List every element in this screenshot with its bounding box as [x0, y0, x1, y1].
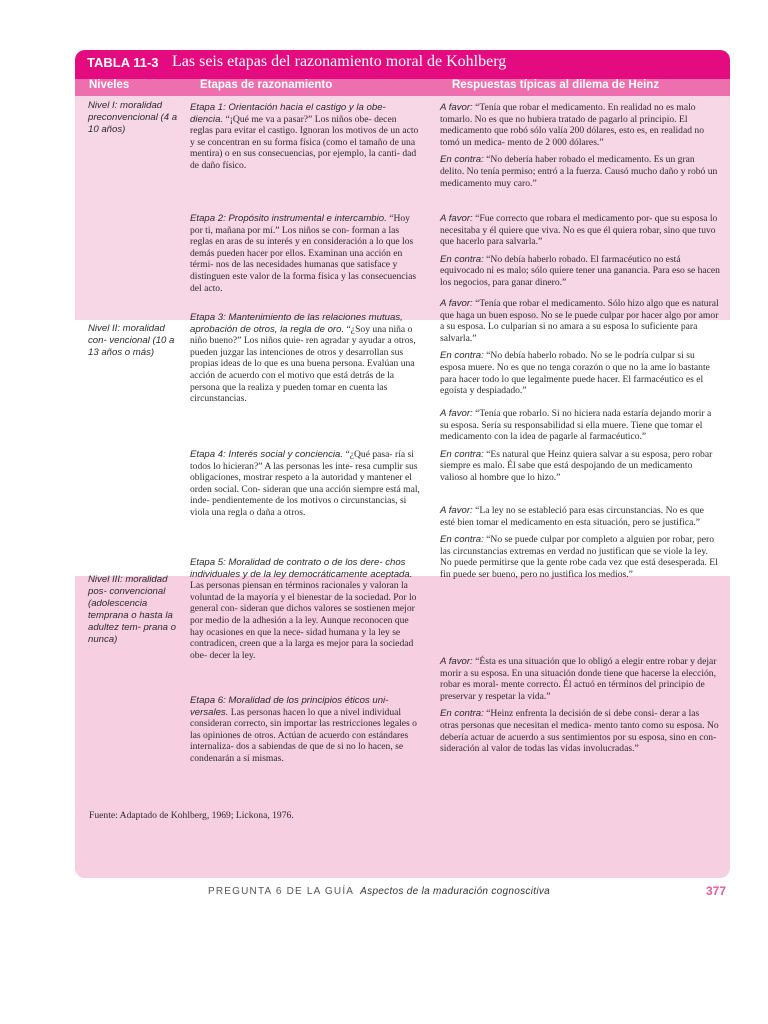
- stage-6-text: Las personas hacen lo que a nivel individual consideran correcto, sin importar las restricciones legales o las opiniones de otros. Actúan de acuerdo con estándares internaliza- dos a sabiendas de que de si no lo hacen, se condenarán a sí mismas.: [190, 706, 417, 764]
- response-5-contra: “No se puede culpar por completo a alguien por robar, pero las circunstancias extremas en verdad no justifican que se viole la ley. No puede permitirse que la gente robe cada vez que está desesperada. El fin puede ser bueno, pero no justifica los medios.”: [440, 534, 718, 580]
- response-1-favor-label: A favor:: [440, 102, 473, 113]
- response-6-contra-label: En contra:: [440, 708, 484, 720]
- response-1-contra: “No debería haber robado el medicamento. Es un gran delito. No tenía permiso; entró a la fuerza. Causó mucho daño y robó un medicamento muy caro.”: [440, 154, 718, 189]
- stage-1-text: “¡Qué me va a pasar?” Los niños obe- decen reglas para evitar el castigo. Ignoran los motivos de un acto y se concentran en su forma física (como el tamaño de una mentira) o en sus consecuencias, por ejemplo, la canti- dad de daño físico.: [190, 113, 419, 171]
- footer-topic: Aspectos de la maduración cognoscitiva: [360, 886, 551, 897]
- stage-6-title: Etapa 6: Moralidad de los principios éticos uni- versales.: [190, 695, 389, 718]
- response-4-contra: “Es natural que Heinz quiera salvar a su esposa, pero robar siempre es malo. Él sabe que está despojando de un medicamento valioso al hombre que lo hizo.”: [440, 448, 713, 483]
- response-2-contra: “No debía haberlo robado. El farmacéutico no está equivocado ni es malo; sólo quiere tener una ganancia. Para eso se hacen los negocios, para ganar dinero.”: [440, 253, 720, 288]
- table-title-bar: [75, 50, 730, 79]
- stage-5: [190, 557, 420, 661]
- header-responses: Respuestas típicas al dilema de Heinz: [452, 79, 660, 91]
- stage-3-title: Etapa 3: Mantenimiento de las relaciones mutuas, aprobación de otros, la regla de oro.: [190, 312, 403, 335]
- response-6-favor-label: A favor:: [440, 656, 473, 667]
- stage-1-title: Etapa 1: Orientación hacia el castigo y la obe- diencia.: [190, 102, 386, 125]
- response-2: [440, 213, 720, 289]
- response-1: [440, 102, 720, 189]
- response-2-favor: “Fue correcto que robara el medicamento por- que su esposa lo necesitaba y él quiere que viva. No es que él quiera robar, sino que tuvo que hacerlo para salvarla.”: [440, 213, 718, 248]
- response-3-contra: “No debía haberlo robado. No se le podría culpar si su esposa muere. No es que no tenga corazón o que no la ame lo bastante para hacer todo lo que legalmente puede hacer. El farmacéutico es el egoísta y despiadado.”: [440, 350, 710, 397]
- response-4-favor: “Tenía que robarlo. Si no hiciera nada estaría dejando morir a su esposa. Sería su responsabilidad si ella muere. Tiene que tomar el medicamento con la idea de pagarle al farmacéutico.”: [440, 408, 712, 443]
- page-footer: [208, 886, 550, 897]
- stage-2-title: Etapa 2: Propósito instrumental e intercambio.: [190, 213, 387, 224]
- response-4: [440, 408, 720, 484]
- response-3: [440, 298, 720, 397]
- stage-3-text: “¿Soy una niña o niño bueno?” Los niños quie- ren agradar y ayudar a otros, pueden juzgar las intenciones de otros y desarrollan sus propias ideas de lo que es una buena persona. Evalúan una acción de acuerdo con el motivo que está detrás de la persona que la realiza y pueden tomar en cuenta las circunstancias.: [190, 323, 416, 405]
- response-4-favor-label: A favor:: [440, 408, 473, 419]
- table-title: Las seis etapas del razonamiento moral de Kohlberg: [172, 53, 507, 70]
- response-3-contra-label: En contra:: [440, 350, 484, 362]
- response-6: [440, 656, 720, 755]
- stage-2: [190, 213, 420, 294]
- response-5-contra-label: En contra:: [440, 534, 484, 546]
- response-1-favor: “Tenía que robar el medicamento. En realidad no es malo tomarlo. No es que no hubiera tratado de pagarlo al principio. El medicamento que robó sólo valía 200 dólares, esto es, en realidad no tomó un medica- mento de 2 000 dólares.”: [440, 102, 705, 148]
- table-source: Fuente: Adaptado de Kohlberg, 1969; Lickona, 1976.: [89, 810, 294, 821]
- response-4-contra-label: En contra:: [440, 448, 484, 460]
- stage-4: [190, 449, 420, 519]
- stage-5-title: Etapa 5: Moralidad de contrato o de los dere- chos individuales y de la ley democráticamente aceptada.: [190, 557, 413, 580]
- stage-4-text: “¿Qué pasa- ría si todos lo hicieran?” A las personas les inte- resa cumplir sus obligaciones, mostrar respeto a la autoridad y mantener el orden social. Con- sideran que una acción siempre está mal, inde- pendientemente de los motivos o circunstancias, si viola una regla o daña a otros.: [190, 449, 420, 518]
- response-2-contra-label: En contra:: [440, 253, 484, 265]
- page-number: 377: [706, 884, 727, 898]
- level-2-label: Nivel II: moralidad con- vencional (10 a 13 años o más): [88, 323, 175, 358]
- table-header-row: [75, 79, 730, 96]
- level-3-label: Nivel III: moralidad pos- convencional (adolescencia temprana o hasta la adultez tem- prana o nunca): [88, 574, 176, 645]
- stage-3: [190, 312, 420, 405]
- response-5-favor: “La ley no se estableció para esas circunstancias. No es que esté bien tomar el medicamento en esta situación, pero se justifica.”: [440, 505, 704, 528]
- header-stages: Etapas de razonamiento: [200, 79, 333, 91]
- table-label: TABLA 11-3: [87, 55, 159, 70]
- response-3-favor-label: A favor:: [440, 298, 473, 309]
- stage-4-title: Etapa 4: Interés social y conciencia.: [190, 449, 344, 460]
- response-5: [440, 505, 720, 581]
- kohlberg-table: [75, 50, 730, 878]
- response-6-favor: “Ésta es una situación que lo obligó a elegir entre robar y dejar morir a su esposa. En una situación donde tiene que hacerse la elección, robar es moral- mente correcto. Él actuó en términos del principio de preservar y respetar la vida.”: [440, 656, 717, 702]
- stage-5-text: Las personas piensan en términos racionales y valoran la voluntad de la mayoría y el bienestar de la sociedad. Por lo general con- sideran que dichos valores se sostienen mejor por medio de la adhesión a la ley. Aunque reconocen que hay ocasiones en que la nece- sidad humana y la ley se contradicen, creen que a la larga es mejor para la sociedad obe- decer la ley.: [190, 580, 417, 661]
- response-1-contra-label: En contra:: [440, 154, 484, 166]
- stage-2-text: “Hoy por ti, mañana por mí.” Los niños se con- forman a las reglas en aras de su interés y en consideración a lo que los demás pueden hacer por ellos. Examinan una acción en térmi- nos de las necesidades humanas que satisface y distinguen este valor de la forma física y las consecuencias del acto.: [190, 213, 417, 294]
- stage-1: [190, 102, 420, 172]
- response-3-favor: “Tenía que robar el medicamento. Sólo hizo algo que es natural que haga un buen esposo. No se le puede culpar por hacer algo por amor a su esposa. Lo culparían si no amara a su esposa lo suficiente para salvarla.”: [440, 298, 719, 344]
- response-6-contra: “Heinz enfrenta la decisión de si debe consi- derar a las otras personas que necesitan el medica- mento tanto como su esposa. No debería actuar de acuerdo a sus sentimientos por su esposa, sino en con- sideración al valor de todas las vidas involucradas.”: [440, 708, 719, 755]
- response-5-favor-label: A favor:: [440, 505, 473, 516]
- response-2-favor-label: A favor:: [440, 213, 473, 224]
- stage-6: [190, 695, 420, 765]
- footer-section: PREGUNTA 6 DE LA GUÍA: [208, 886, 355, 897]
- level-1-label: Nivel I: moralidad preconvencional (4 a 10 años): [88, 100, 178, 135]
- header-levels: Niveles: [89, 79, 130, 91]
